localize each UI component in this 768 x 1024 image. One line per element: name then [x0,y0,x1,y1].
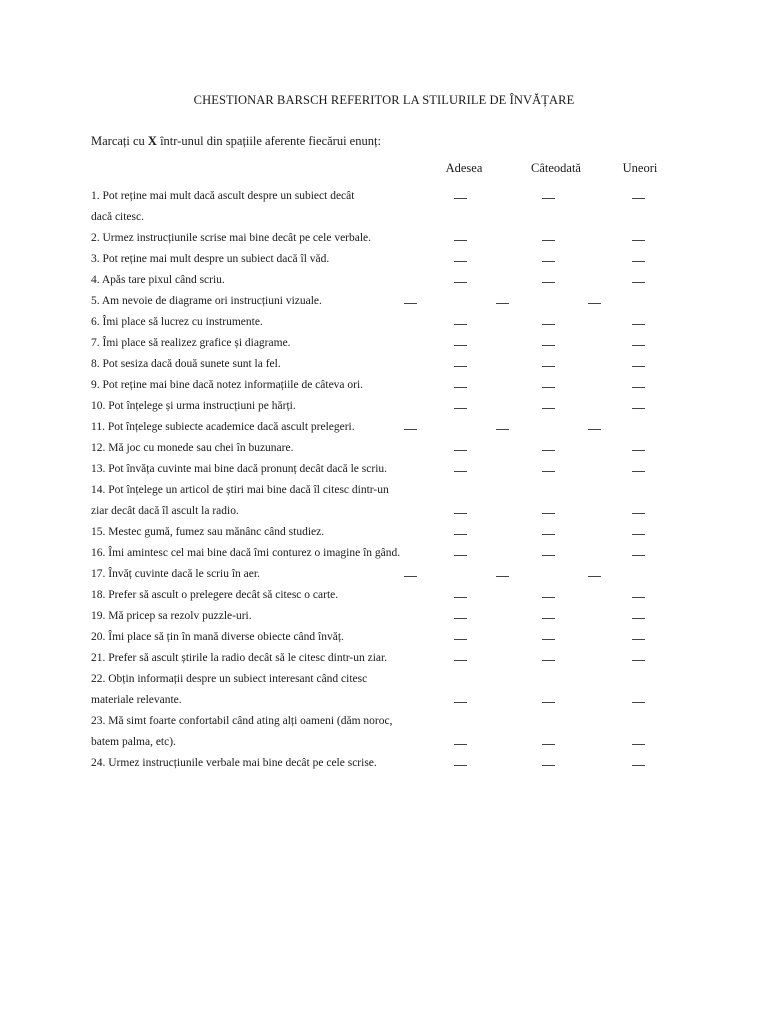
question-text: 12. Mă joc cu monede sau chei în buzunare. [91,442,294,454]
column-header-uneori: Uneori [622,161,658,175]
answer-blank-uneori[interactable] [588,576,601,577]
answer-blank-uneori[interactable] [632,240,645,241]
answer-blank-cateodata[interactable] [496,576,509,577]
answer-blank-adesea[interactable] [454,555,467,556]
answer-blank-uneori[interactable] [632,345,645,346]
question-text: 20. Îmi place să țin în mană diverse obiecte când învăț. [91,631,344,643]
question-text: 15. Mestec gumă, fumez sau mănânc când studiez. [91,526,325,538]
answer-blank-adesea[interactable] [454,597,467,598]
answer-blank-cateodata[interactable] [542,198,555,199]
answer-blank-adesea[interactable] [454,744,467,745]
answer-blank-adesea[interactable] [454,240,467,241]
answer-blank-uneori[interactable] [632,660,645,661]
answer-blank-uneori[interactable] [632,261,645,262]
answer-blank-adesea[interactable] [454,261,467,262]
answer-blank-uneori[interactable] [632,366,645,367]
answer-blank-cateodata[interactable] [542,597,555,598]
question-text: 6. Îmi place să lucrez cu instrumente. [91,316,263,328]
answer-blank-cateodata[interactable] [542,618,555,619]
answer-blank-cateodata[interactable] [542,240,555,241]
column-header-cateodata: Câteodată [531,161,581,175]
answer-blank-cateodata[interactable] [542,660,555,661]
answer-blank-uneori[interactable] [632,450,645,451]
answer-blank-cateodata[interactable] [542,261,555,262]
answer-blank-uneori[interactable] [632,324,645,325]
question-text: 5. Am nevoie de diagrame ori instrucțiuni vizuale. [91,295,322,307]
answer-blank-cateodata[interactable] [542,366,555,367]
answer-blank-adesea[interactable] [454,639,467,640]
answer-blank-uneori[interactable] [632,534,645,535]
answer-blank-adesea[interactable] [454,765,467,766]
question-text: 19. Mă pricep sa rezolv puzzle-uri. [91,610,252,622]
question-text: 1. Pot reține mai mult dacă ascult despre un subiect decât [91,190,355,202]
question-text: 17. Învăț cuvinte dacă le scriu în aer. [91,568,260,580]
question-text: 9. Pot reține mai bine dacă notez informațiile de câteva ori. [91,379,364,391]
instruction-mark: X [147,134,157,148]
answer-blank-uneori[interactable] [632,702,645,703]
answer-blank-adesea[interactable] [404,429,417,430]
answer-blank-adesea[interactable] [454,408,467,409]
answer-blank-adesea[interactable] [454,618,467,619]
question-text: batem palma, etc). [91,736,176,748]
answer-blank-adesea[interactable] [454,387,467,388]
question-text: 16. Îmi amintesc cel mai bine dacă îmi conturez o imagine în gând. [91,547,401,559]
question-text: 24. Urmez instrucțiunile verbale mai bine decât pe cele scrise. [91,757,377,769]
question-text: 21. Prefer să ascult știrile la radio decât să le citesc dintr-un ziar. [91,652,388,664]
answer-blank-cateodata[interactable] [542,408,555,409]
answer-blank-adesea[interactable] [454,702,467,703]
answer-blank-adesea[interactable] [454,366,467,367]
answer-blank-adesea[interactable] [454,534,467,535]
question-text: 4. Apăs tare pixul când scriu. [91,274,225,286]
question-text: materiale relevante. [91,694,182,706]
answer-blank-uneori[interactable] [632,198,645,199]
answer-blank-uneori[interactable] [632,639,645,640]
answer-blank-adesea[interactable] [454,324,467,325]
answer-blank-uneori[interactable] [588,303,601,304]
question-text: 22. Obțin informații despre un subiect interesant când citesc [91,673,368,685]
answer-blank-adesea[interactable] [454,660,467,661]
answer-blank-uneori[interactable] [588,429,601,430]
instruction-text [91,134,381,149]
answer-blank-cateodata[interactable] [496,429,509,430]
answer-blank-cateodata[interactable] [542,639,555,640]
question-text: 7. Îmi place să realizez grafice și diagrame. [91,337,291,349]
answer-blank-cateodata[interactable] [542,387,555,388]
question-text: 8. Pot sesiza dacă două sunete sunt la fel. [91,358,281,370]
answer-blank-adesea[interactable] [454,513,467,514]
answer-blank-adesea[interactable] [454,450,467,451]
question-text: 13. Pot învăța cuvinte mai bine dacă pronunț decât dacă le scriu. [91,463,388,475]
answer-blank-cateodata[interactable] [542,744,555,745]
question-text: 14. Pot înțelege un articol de știri mai bine dacă îl citesc dintr-un [91,484,389,496]
answer-blank-uneori[interactable] [632,513,645,514]
answer-blank-uneori[interactable] [632,282,645,283]
answer-blank-uneori[interactable] [632,744,645,745]
question-text: 3. Pot reține mai mult despre un subiect dacă îl văd. [91,253,330,265]
answer-blank-cateodata[interactable] [496,303,509,304]
answer-blank-adesea[interactable] [404,576,417,577]
question-text: ziar decât dacă îl ascult la radio. [91,505,239,517]
question-text: 2. Urmez instrucțiunile scrise mai bine decât pe cele verbale. [91,232,372,244]
answer-blank-uneori[interactable] [632,408,645,409]
question-text: 18. Prefer să ascult o prelegere decât să citesc o carte. [91,589,339,601]
page-title: CHESTIONAR BARSCH REFERITOR LA STILURILE DE ÎNVĂȚARE [193,93,575,107]
answer-blank-uneori[interactable] [632,555,645,556]
answer-blank-adesea[interactable] [454,198,467,199]
answer-blank-uneori[interactable] [632,765,645,766]
answer-blank-cateodata[interactable] [542,765,555,766]
question-text: 23. Mă simt foarte confortabil când ating alți oameni (dăm noroc, [91,715,393,727]
answer-blank-adesea[interactable] [454,282,467,283]
instruction-after: într-unul din spațiile aferente fiecărui enunț: [156,134,381,148]
answer-blank-uneori[interactable] [632,597,645,598]
column-header-adesea: Adesea [445,161,483,175]
answer-blank-uneori[interactable] [632,618,645,619]
answer-blank-cateodata[interactable] [542,702,555,703]
answer-blank-uneori[interactable] [632,471,645,472]
answer-blank-cateodata[interactable] [542,555,555,556]
answer-blank-adesea[interactable] [454,471,467,472]
answer-blank-cateodata[interactable] [542,324,555,325]
answer-blank-adesea[interactable] [404,303,417,304]
answer-blank-cateodata[interactable] [542,513,555,514]
answer-blank-cateodata[interactable] [542,345,555,346]
instruction-before: Marcați cu [91,134,148,148]
question-text: 10. Pot înțelege și urma instrucțiuni pe hărți. [91,400,296,412]
answer-blank-uneori[interactable] [632,387,645,388]
answer-blank-cateodata[interactable] [542,471,555,472]
answer-blank-cateodata[interactable] [542,282,555,283]
question-text: 11. Pot înțelege subiecte academice dacă ascult prelegeri. [91,421,355,433]
answer-blank-adesea[interactable] [454,345,467,346]
answer-blank-cateodata[interactable] [542,534,555,535]
answer-blank-cateodata[interactable] [542,450,555,451]
question-text: dacă citesc. [91,211,144,223]
